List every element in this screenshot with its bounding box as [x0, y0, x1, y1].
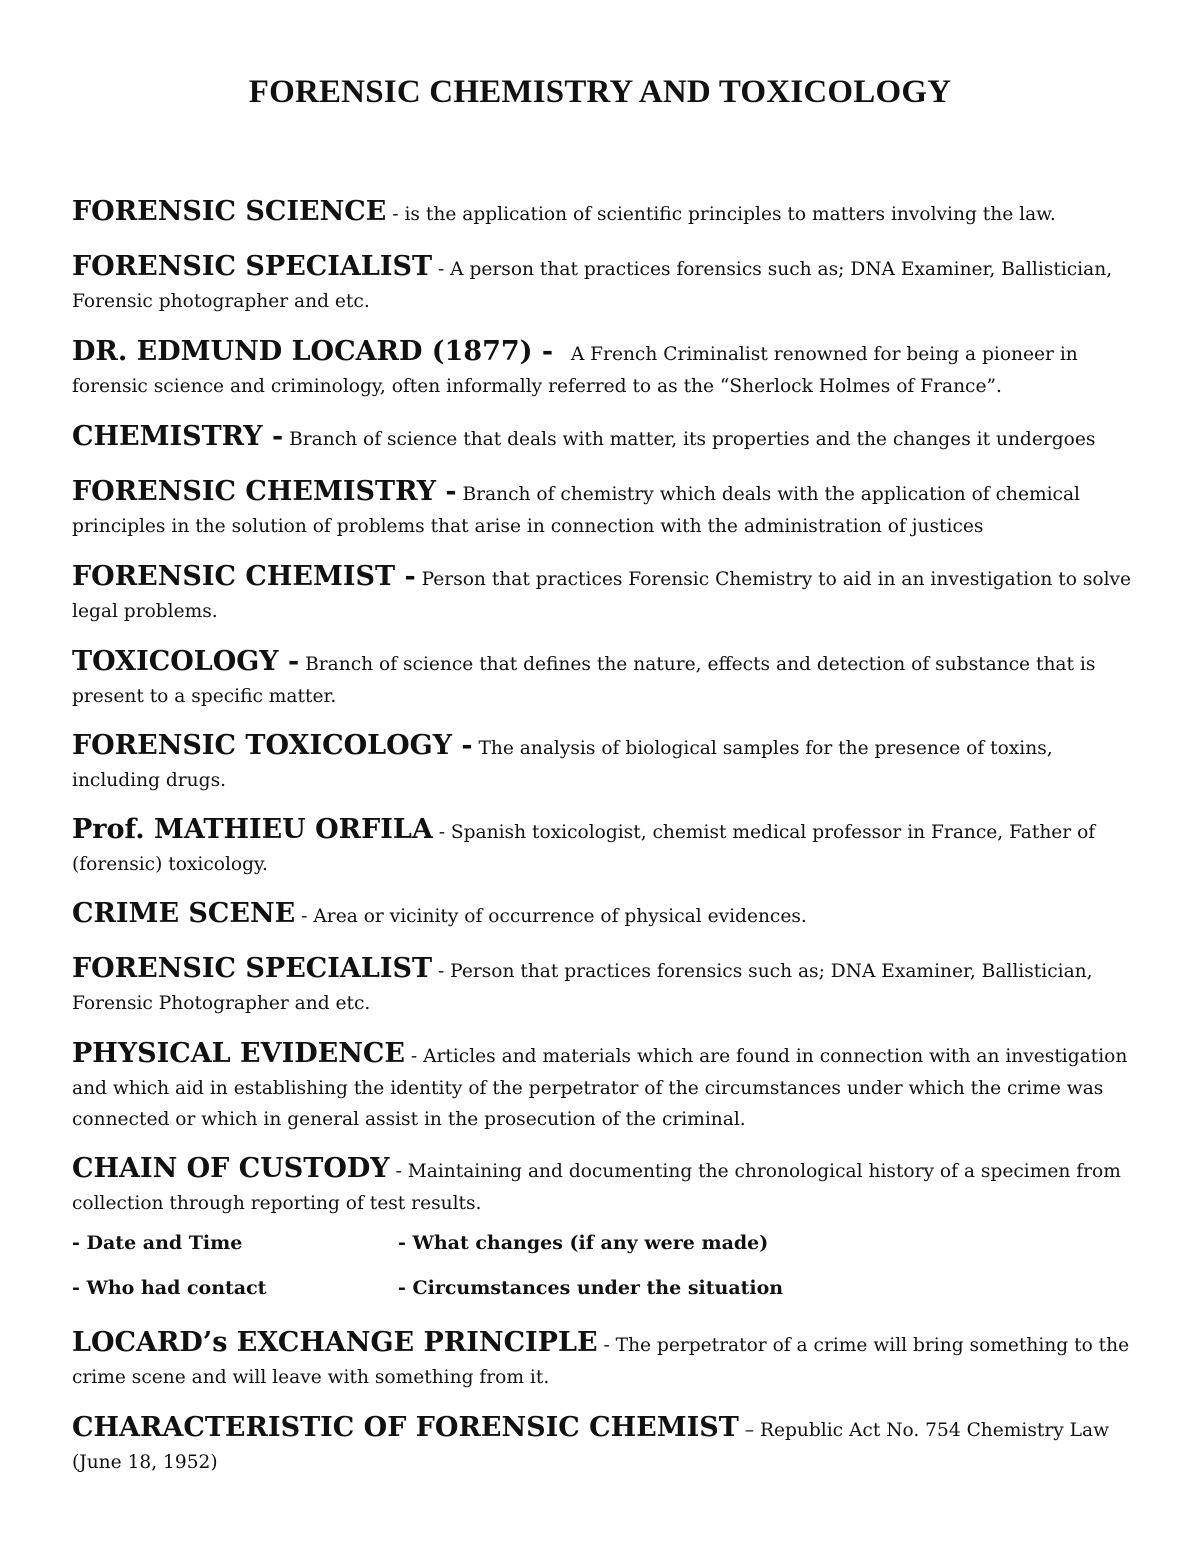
definition-chain-of-custody — [72, 1153, 1134, 1219]
definition: The perpetrator of a crime will bring something to the crime scene and will leave with something from it. — [72, 1335, 1130, 1388]
checklist-item: - Date and Time — [72, 1232, 243, 1254]
term: CHAIN OF CUSTODY — [72, 1153, 390, 1184]
separator: - — [432, 259, 451, 280]
definition: is the application of scientific principles to matters involving the law. — [404, 204, 1056, 225]
separator: - — [404, 1046, 424, 1067]
definition-forensic-science — [72, 196, 1134, 231]
definition: Maintaining and documenting the chronological history of a specimen from collection through reporting of test results. — [72, 1161, 1121, 1214]
definition: Republic Act No. 754 Chemistry Law (June 18, 1952) — [72, 1420, 1110, 1473]
term: LOCARD’s EXCHANGE PRINCIPLE — [72, 1327, 598, 1358]
definition: The analysis of biological samples for the presence of toxins, including drugs. — [72, 738, 1053, 791]
definition-crime-scene — [72, 898, 1134, 933]
definition-characteristic-of-forensic-chemist — [72, 1412, 1134, 1478]
term: Prof. MATHIEU ORFILA — [72, 814, 433, 845]
definition: Branch of science that deals with matter, its properties and the changes it undergoes — [289, 429, 1096, 450]
definition-forensic-specialist-2 — [72, 953, 1134, 1019]
separator: - — [386, 204, 405, 225]
page-title: FORENSIC CHEMISTRY AND TOXICOLOGY — [248, 74, 952, 110]
definition: Person that practices Forensic Chemistry to aid in an investigation to solve legal problems. — [72, 569, 1132, 622]
definition-locards-exchange-principle — [72, 1327, 1134, 1393]
term: FORENSIC SCIENCE — [72, 196, 387, 227]
definition-forensic-toxicology — [72, 730, 1134, 796]
definition-forensic-chemist — [72, 561, 1134, 627]
term: FORENSIC SPECIALIST — [72, 953, 433, 984]
term: FORENSIC CHEMIST - — [72, 561, 416, 592]
checklist-item: - Circumstances under the situation — [398, 1277, 784, 1299]
term: FORENSIC SPECIALIST — [72, 251, 433, 282]
term: CHEMISTRY - — [72, 421, 284, 452]
term: CHARACTERISTIC OF FORENSIC CHEMIST — [72, 1412, 739, 1443]
separator: - — [295, 906, 314, 927]
separator: - — [432, 822, 451, 843]
definition: Person that practices forensics such as; DNA Examiner, Ballistician, Forensic Photographer and etc. — [72, 961, 1093, 1014]
checklist-item: - What changes (if any were made) — [398, 1232, 769, 1254]
definition: Articles and materials which are found in connection with an investigation and which aid in establishing the identity of the perpetrator of the circumstances under which the crime was connected or which in general assist in the prosecution of the criminal. — [72, 1046, 1128, 1130]
separator — [553, 344, 571, 365]
definition: A person that practices forensics such as; DNA Examiner, Ballistician, Forensic photographer and etc. — [72, 259, 1113, 312]
term: TOXICOLOGY - — [72, 646, 300, 677]
separator: - — [432, 961, 451, 982]
separator: - — [389, 1161, 408, 1182]
definition-mathieu-orfila — [72, 814, 1134, 880]
term: DR. EDMUND LOCARD (1877) - — [72, 336, 554, 367]
definition: Area or vicinity of occurrence of physical evidences. — [313, 906, 807, 927]
definition-forensic-specialist — [72, 251, 1134, 317]
definition-forensic-chemistry — [72, 476, 1134, 542]
term: FORENSIC TOXICOLOGY - — [72, 730, 473, 761]
definition-chemistry — [72, 421, 1134, 456]
definition: Branch of science that defines the nature, effects and detection of substance that is present to a specific matter. — [72, 654, 1096, 707]
term: CRIME SCENE — [72, 898, 296, 929]
definition-edmund-locard — [72, 336, 1134, 402]
separator: – — [738, 1420, 760, 1441]
definition-physical-evidence — [72, 1038, 1134, 1136]
definition: Spanish toxicologist, chemist medical professor in France, Father of (forensic) toxicology. — [72, 822, 1096, 875]
definition: A French Criminalist renowned for being a pioneer in forensic science and criminology, often informally referred to as the “Sherlock Holmes of France”. — [72, 344, 1078, 397]
definition: Branch of chemistry which deals with the application of chemical principles in the solution of problems that arise in connection with the administration of justices — [72, 484, 1080, 537]
definition-toxicology — [72, 646, 1134, 712]
separator: - — [597, 1335, 616, 1356]
term: FORENSIC CHEMISTRY - — [72, 476, 457, 507]
checklist-item: - Who had contact — [72, 1277, 267, 1299]
term: PHYSICAL EVIDENCE — [72, 1038, 405, 1069]
